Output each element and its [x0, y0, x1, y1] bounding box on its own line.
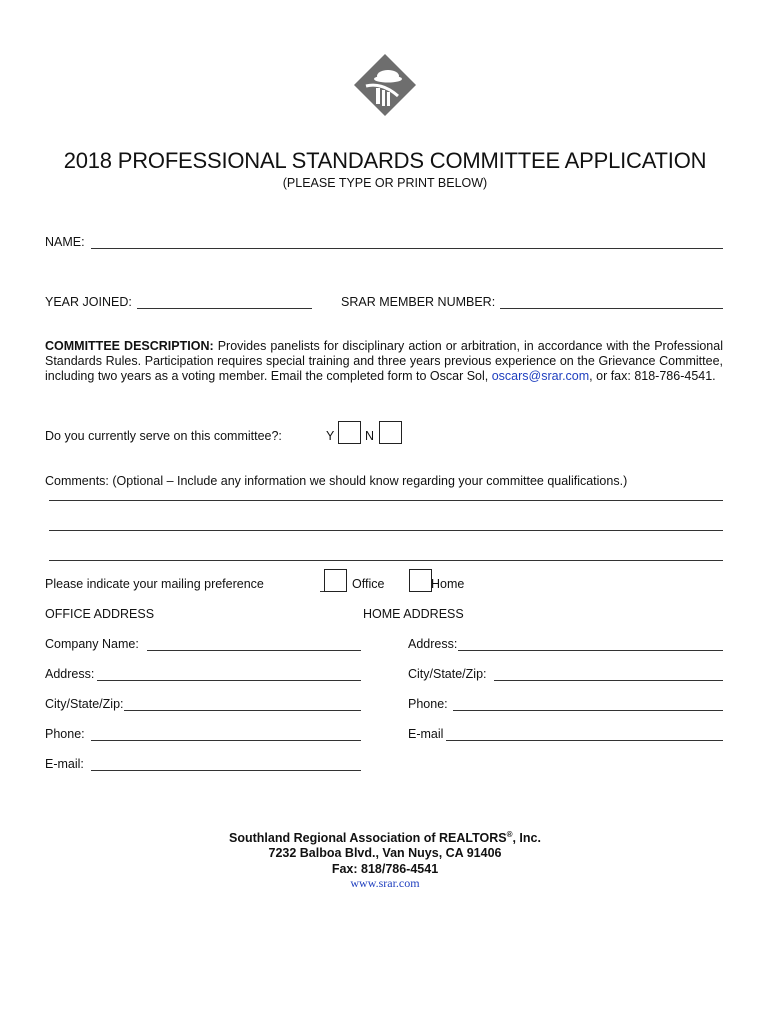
office-city-field[interactable] — [124, 710, 361, 711]
office-address-field[interactable] — [97, 680, 361, 681]
office-company-field[interactable] — [147, 650, 361, 651]
name-label: NAME: — [45, 235, 85, 249]
comments-line-2[interactable] — [49, 530, 723, 531]
comments-line-3[interactable] — [49, 560, 723, 561]
comments-line-1[interactable] — [49, 500, 723, 501]
home-phone-label: Phone: — [408, 697, 448, 711]
office-option-label: Office — [352, 577, 385, 591]
no-checkbox[interactable] — [379, 421, 402, 444]
yes-label: Y — [326, 429, 335, 443]
home-address-label: Address: — [408, 637, 458, 651]
office-city-label: City/State/Zip: — [45, 697, 124, 711]
footer-address: 7232 Balboa Blvd., Van Nuys, CA 91406 — [268, 846, 502, 860]
office-email-field[interactable] — [91, 770, 361, 771]
home-checkbox[interactable] — [409, 569, 432, 592]
comments-label: Comments: (Optional – Include any information we should know regarding your committee qualifications.) — [45, 474, 628, 488]
form-title: 2018 PROFESSIONAL STANDARDS COMMITTEE APPLICATION — [63, 148, 707, 173]
serve-question: Do you currently serve on this committee?: — [45, 429, 282, 443]
description-text: Provides panelists for disciplinary action or arbitration, in accordance with the Professional Standards Rules. Participation requires special training and three years previous experience on the Grievance Committee, including two years as a voting member. Email the completed form to Oscar Sol, — [45, 339, 723, 383]
office-phone-field[interactable] — [91, 740, 361, 741]
home-phone-field[interactable] — [453, 710, 723, 711]
office-email-label: E-mail: — [45, 757, 84, 771]
member-number-label: SRAR MEMBER NUMBER: — [341, 295, 496, 309]
website-link[interactable]: www.srar.com — [350, 876, 420, 890]
home-email-field[interactable] — [446, 740, 723, 741]
home-city-field[interactable] — [494, 680, 723, 681]
footer-fax: Fax: 818/786-4541 — [331, 862, 439, 876]
home-option-label: Home — [431, 577, 465, 591]
committee-description — [45, 339, 723, 384]
org-name: Southland Regional Association of REALTORS — [229, 831, 507, 846]
description-fax-text: , or fax: 818-786-4541. — [589, 369, 716, 383]
office-phone-label: Phone: — [45, 727, 85, 741]
office-checkbox[interactable] — [324, 569, 347, 592]
member-number-field[interactable] — [500, 308, 723, 309]
form-subtitle: (PLEASE TYPE OR PRINT BELOW) — [282, 176, 488, 190]
office-address-label: Address: — [45, 667, 95, 681]
office-address-heading: OFFICE ADDRESS — [45, 607, 155, 621]
home-address-field[interactable] — [458, 650, 723, 651]
org-suffix: , Inc. — [512, 831, 541, 846]
year-joined-label: YEAR JOINED: — [45, 295, 132, 309]
home-email-label: E-mail — [408, 727, 444, 741]
srar-diamond-logo-icon — [352, 52, 418, 118]
home-address-heading: HOME ADDRESS — [363, 607, 464, 621]
description-heading: COMMITTEE DESCRIPTION: — [45, 339, 214, 353]
year-joined-field[interactable] — [137, 308, 312, 309]
email-link[interactable]: oscars@srar.com — [491, 369, 590, 383]
mailing-preference-label: Please indicate your mailing preference — [45, 577, 264, 591]
no-label: N — [365, 429, 375, 443]
office-company-label: Company Name: — [45, 637, 139, 651]
footer-org-name — [0, 830, 770, 845]
yes-checkbox[interactable] — [338, 421, 361, 444]
registered-mark: ® — [506, 830, 513, 839]
name-field[interactable] — [91, 248, 723, 249]
home-city-label: City/State/Zip: — [408, 667, 487, 681]
footer-website — [0, 876, 770, 891]
